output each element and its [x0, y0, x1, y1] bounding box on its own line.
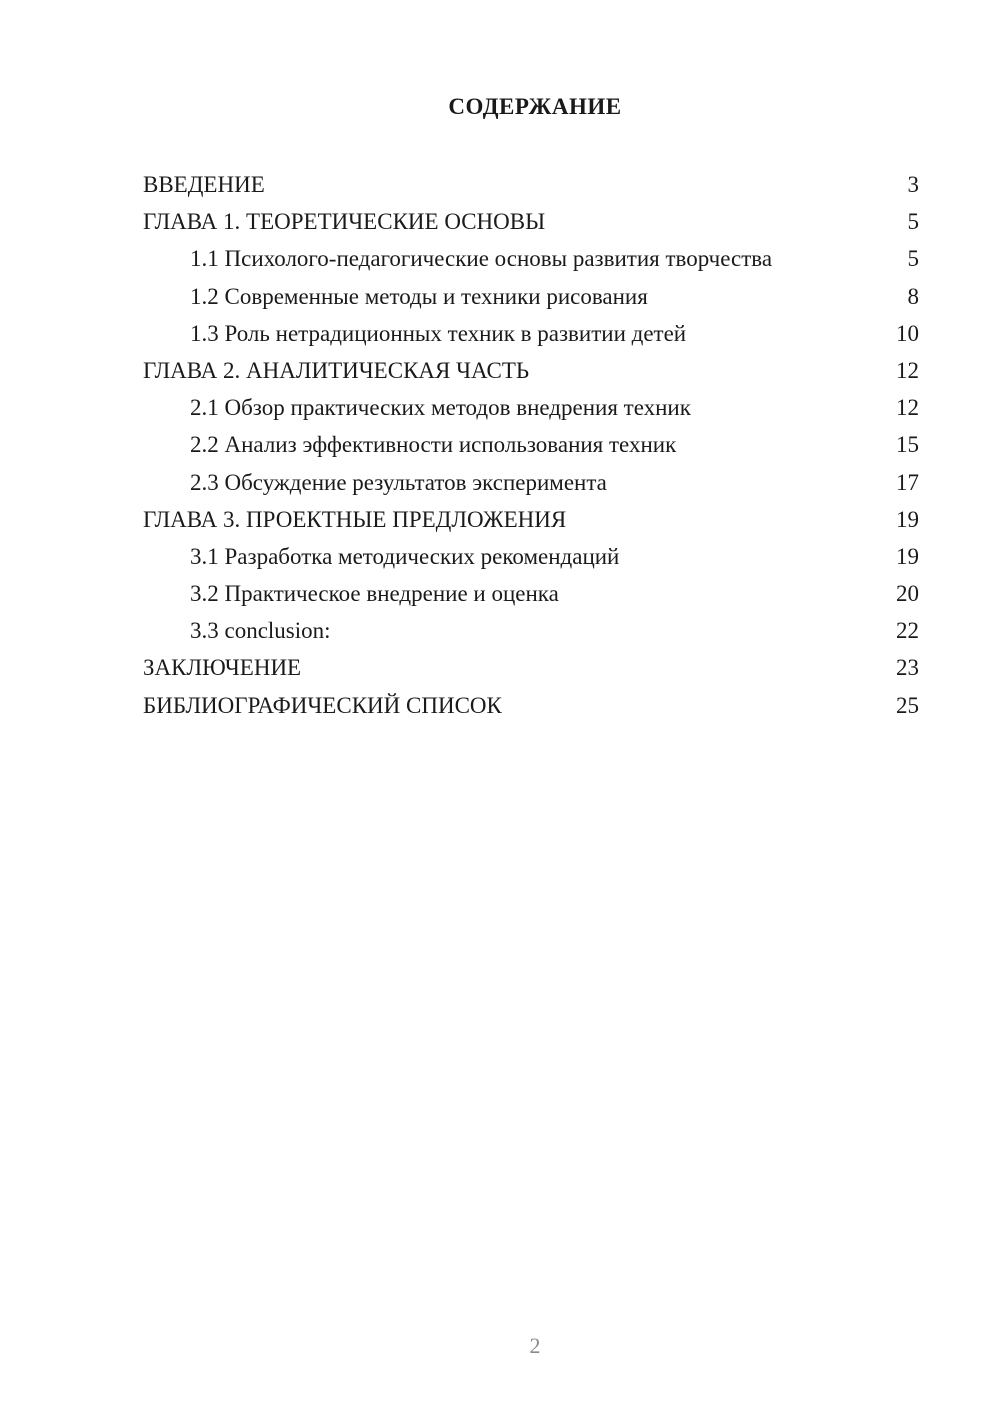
toc-entry-page: 3: [907, 172, 919, 197]
toc-entry-page: 5: [907, 209, 919, 235]
toc-entry-page: 19: [896, 506, 919, 532]
toc-entry: [143, 240, 919, 277]
toc-entry-label: 3.2 Практическое внедрение и оценка: [190, 581, 559, 607]
toc-entry-label: ГЛАВА 2. АНАЛИТИЧЕСКАЯ ЧАСТЬ: [143, 357, 530, 383]
toc-entry-page: 5: [907, 246, 919, 272]
toc-entry-page: 12: [896, 395, 919, 421]
toc-entry-label: 3.1 Разработка методических рекомендаций: [190, 543, 620, 569]
table-of-contents: [143, 166, 919, 724]
toc-entry-label: 3.3 conclusion:: [190, 618, 331, 644]
toc-entry: [143, 612, 919, 649]
toc-entry-label: 2.1 Обзор практических методов внедрения техник: [190, 395, 691, 421]
toc-entry: [143, 426, 919, 463]
toc-entry: [143, 315, 919, 352]
toc-entry-page: 17: [896, 469, 919, 495]
toc-entry: [143, 166, 919, 203]
toc-entry-page: 8: [907, 283, 919, 309]
toc-entry-label: ГЛАВА 3. ПРОЕКТНЫЕ ПРЕДЛОЖЕНИЯ: [143, 506, 567, 532]
toc-entry-label: 2.3 Обсуждение результатов эксперимента: [190, 469, 607, 495]
toc-entry-label: 1.2 Современные методы и техники рисования: [190, 283, 648, 309]
toc-entry-page: 20: [896, 581, 919, 607]
toc-entry-page: 19: [896, 543, 919, 569]
toc-entry: [143, 649, 919, 686]
page-number: 2: [529, 1333, 541, 1358]
toc-entry-label: 2.2 Анализ эффективности использования техник: [190, 432, 677, 458]
page-title: СОДЕРЖАНИЕ: [448, 94, 622, 119]
toc-entry-page: 25: [896, 692, 919, 718]
toc-entry-label: 1.3 Роль нетрадиционных техник в развитии детей: [190, 320, 687, 346]
toc-entry: [143, 203, 919, 240]
toc-entry: [143, 501, 919, 538]
toc-entry-label: ГЛАВА 1. ТЕОРЕТИЧЕСКИЕ ОСНОВЫ: [143, 209, 546, 235]
toc-entry-label: 1.1 Психолого-педагогические основы развития творчества: [190, 246, 773, 272]
toc-entry-page: 12: [896, 357, 919, 383]
toc-entry: [143, 687, 919, 724]
toc-entry: [143, 278, 919, 315]
toc-entry: [143, 352, 919, 389]
toc-entry-label: БИБЛИОГРАФИЧЕСКИЙ СПИСОК: [143, 692, 502, 718]
toc-entry-page: 22: [896, 618, 919, 644]
toc-entry: [143, 464, 919, 501]
toc-entry-page: 10: [896, 320, 919, 346]
toc-entry-page: 15: [896, 432, 919, 458]
toc-entry-page: 23: [896, 655, 919, 681]
toc-entry-label: ЗАКЛЮЧЕНИЕ: [143, 655, 302, 681]
toc-entry: [143, 538, 919, 575]
toc-entry-label: ВВЕДЕНИЕ: [143, 172, 265, 197]
toc-entry: [143, 389, 919, 426]
toc-entry: [143, 575, 919, 612]
